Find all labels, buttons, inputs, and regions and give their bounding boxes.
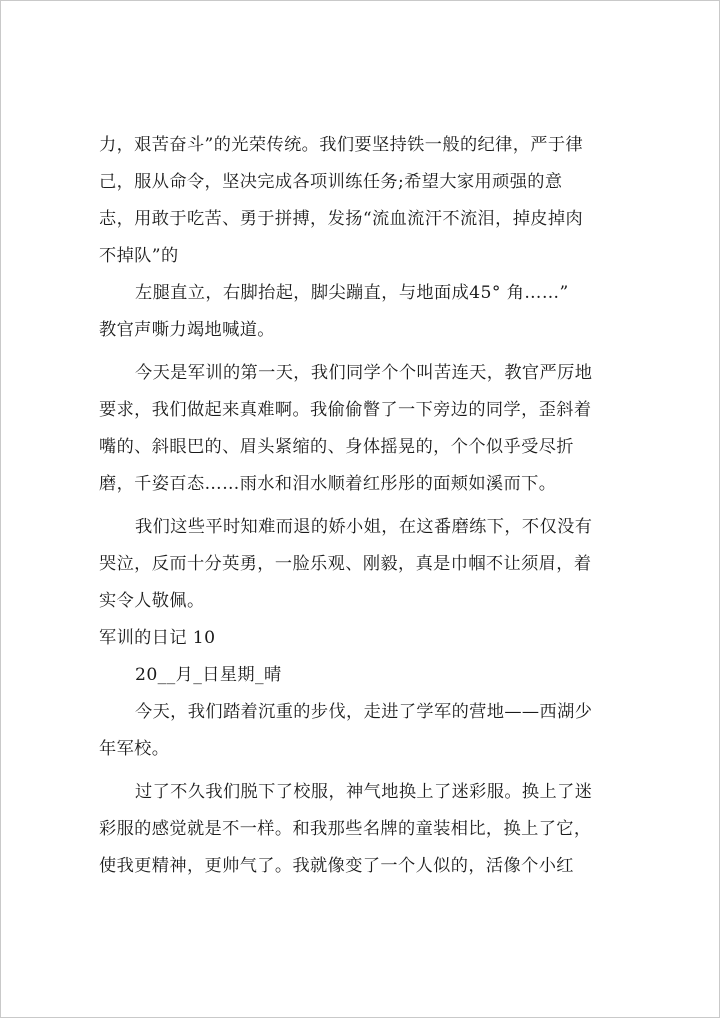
- text-line: 20__月_日星期_晴: [135, 665, 282, 685]
- document-body: [99, 127, 641, 885]
- text-line: 嘴的、斜眼巴的、眉头紧缩的、身体摇晃的，个个似乎受尽折: [99, 437, 574, 457]
- date-line: [99, 657, 641, 694]
- text-line: 志，用敢于吃苦、勇于拼搏，发扬“流血流汗不流泪，掉皮掉肉: [99, 209, 584, 229]
- text-line: 哭泣，反而十分英勇，一脸乐观、刚毅，真是巾帼不让须眉，着: [99, 554, 592, 574]
- paragraph: [99, 509, 641, 620]
- paragraph: [99, 275, 641, 349]
- paragraph: [99, 127, 641, 275]
- text-line: 左腿直立，右脚抬起，脚尖蹦直，与地面成45° 角……”: [135, 283, 569, 303]
- text-line: 不掉队”的: [99, 246, 179, 266]
- text-line: 己，服从命令，坚决完成各项训练任务;希望大家用顽强的意: [99, 172, 563, 192]
- paragraph: [99, 694, 641, 768]
- text-line: 磨，千姿百态……雨水和泪水顺着红彤彤的面颊如溪而下。: [99, 474, 557, 494]
- text-line: 力，艰苦奋斗”的光荣传统。我们要坚持铁一般的纪律，严于律: [99, 135, 584, 155]
- text-line: 使我更精神，更帅气了。我就像变了一个人似的，活像个小红: [99, 856, 574, 876]
- text-line: 今天是军训的第一天，我们同学个个叫苦连天，教官严厉地: [135, 363, 593, 383]
- text-line: 今天，我们踏着沉重的步伐，走进了学军的营地——西湖少: [135, 702, 593, 722]
- text-line: 要求，我们做起来真难啊。我偷偷瞥了一下旁边的同学，歪斜着: [99, 400, 592, 420]
- text-line: 过了不久我们脱下了校服，神气地换上了迷彩服。换上了迷: [135, 782, 593, 802]
- text-line: 彩服的感觉就是不一样。和我那些名牌的童装相比，换上了它，: [99, 819, 592, 839]
- paragraph: [99, 774, 641, 885]
- text-line: 教官声嘶力竭地喊道。: [99, 320, 275, 340]
- text-line: 实令人敬佩。: [99, 591, 205, 611]
- section-heading: [99, 620, 641, 657]
- text-line: 年军校。: [99, 739, 170, 759]
- heading-line: 军训的日记 10: [99, 628, 216, 648]
- paragraph: [99, 355, 641, 503]
- text-line: 我们这些平时知难而退的娇小姐，在这番磨练下，不仅没有: [135, 517, 593, 537]
